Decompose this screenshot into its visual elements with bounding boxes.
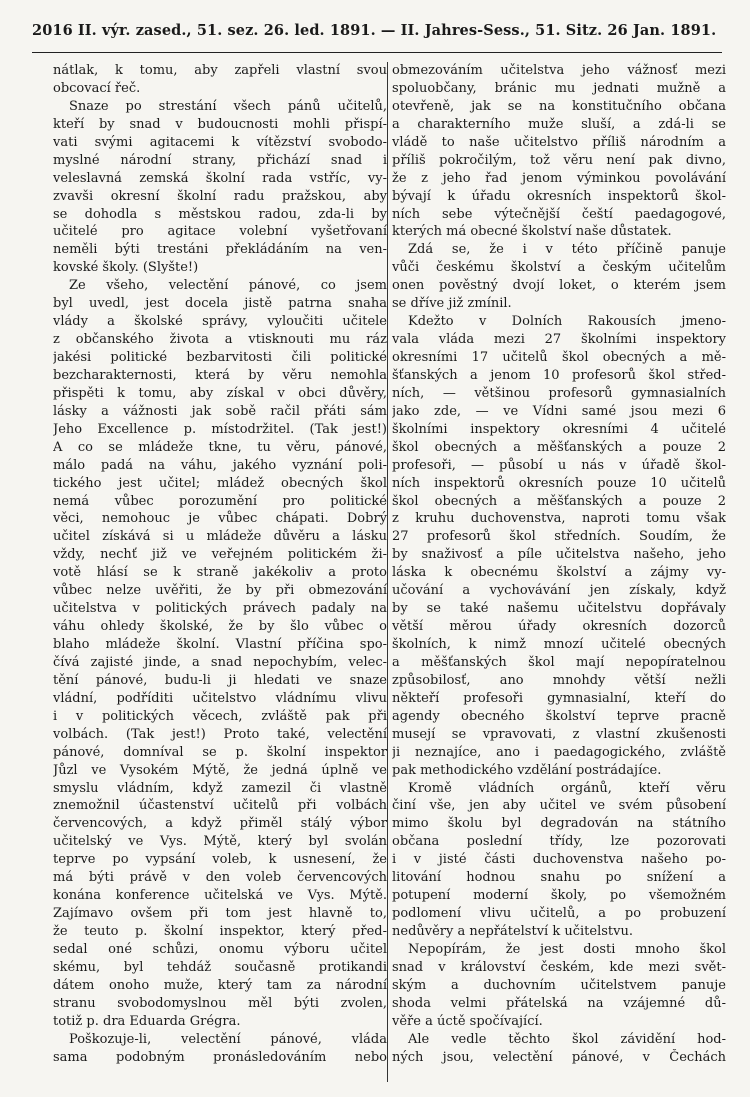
text-line: lásky a vážnosti jak sobě račil přáti sám [53, 403, 387, 419]
text-line: učitelé pro agitace volební vyšetřovaní [53, 224, 387, 240]
text-line: ji neznajíce, ano i paedagogického, zvláště [392, 744, 726, 760]
text-line: profesoři, — působí u nás v úřadě škol- [392, 457, 726, 473]
text-line: učitelský ve Vys. Mýtě, který byl svolán [53, 834, 387, 850]
text-line: totiž p. dra Eduarda Grégra. [53, 1013, 241, 1029]
text-line: spoluobčany, bránic mu jednati mužně a [392, 80, 726, 96]
text-line: někteří profesoři gymnasialní, kteří do [392, 690, 726, 706]
text-line: občana poslední třídy, lze pozorovati [392, 834, 726, 850]
text-line: i v politických věcech, zvláště pak při [53, 708, 387, 724]
text-line: láska k obecnému školství a zájmy vy- [392, 565, 726, 581]
right-column [392, 62, 726, 1067]
text-line: snad v království českém, kde mezi svět- [392, 959, 726, 975]
text-line: a charakterního muže sluší, a zdá-li se [392, 116, 726, 132]
text-line: a měšťanských škol mají nepopíratelnou [392, 654, 726, 670]
text-line: že teuto p. školní inspektor, který před- [53, 924, 387, 939]
text-line: A co se mládeže tkne, tu věru, pánové, [53, 439, 387, 455]
column-divider [387, 62, 388, 1082]
text-line: učitelstva v politických právech padaly na [53, 601, 387, 617]
text-line: se dříve již zmínil. [392, 296, 512, 312]
text-line: čívá zajisté jinde, a snad nepochybím, velec- [53, 654, 387, 670]
text-line: z kruhu duchovenstva, naproti tomu však [392, 511, 726, 527]
text-line: vati svými agitacemi k vítězství svobodo- [53, 134, 387, 150]
text-line: učitel získává si u mládeže důvěru a lásku [53, 529, 387, 545]
text-line: volbách. (Tak jest!) Proto také, velectění [53, 726, 387, 742]
text-line: potupení moderní školy, po všemožném [392, 888, 726, 904]
text-line: myslné národní strany, přichází snad i [53, 152, 387, 168]
text-line: se dohodla s městskou radou, zda-li by [53, 206, 387, 222]
text-line: teprve po vypsání voleb, k usnesení, že [53, 852, 387, 868]
text-line: konána konference učitelská ve Vys. Mýtě. [53, 888, 387, 904]
text-line: by snaživosť a píle učitelstva našeho, jeho [392, 547, 726, 563]
text-line: tění pánové, budu-li ji hledati ve snaze [53, 672, 387, 688]
text-line: zvavši okresní školní radu pražskou, aby [53, 188, 387, 204]
text-line: ních, — většinou profesorů gymnasialních [392, 385, 726, 401]
text-line: stranu svobodomyslnou měl býti zvolen, [53, 995, 387, 1011]
text-line: Ze všeho, velectění pánové, co jsem [69, 278, 387, 294]
text-line: vůbec nelze uvěřiti, že by při obmezování [53, 583, 387, 599]
text-line: Poškozuje-li, velectění pánové, vláda [69, 1031, 387, 1047]
text-line: váhu ohledy školské, že by šlo vůbec o [53, 619, 387, 635]
text-line: kteří by snad v budoucnosti mohli přispí- [53, 116, 387, 132]
text-line: 27 profesorů škol středních. Soudím, že [392, 529, 726, 545]
text-line: přispěti k tomu, aby získal v obci důvěry, [53, 385, 387, 401]
text-line: ních sebe výtečnější čeští paedagogové, [392, 206, 726, 222]
text-line: vala vláda mezi 27 školními inspektory [392, 332, 726, 348]
text-line: škol obecných a měšťanských a pouze 2 [392, 439, 726, 455]
text-line: Snaze po strestání všech pánů učitelů, [69, 98, 387, 114]
text-line: Ale vedle těchto škol závidění hod- [408, 1031, 726, 1047]
text-line: smyslu vládním, když zamezil či vlastně [53, 780, 387, 796]
text-line: vůči českému školství a českým učitelům [392, 260, 726, 276]
text-line: veleslavná zemská školní rada vstříc, vy- [53, 170, 387, 186]
text-line: že z jeho řad jenom výminkou povolávání [392, 170, 726, 186]
text-line: blaho mládeže školní. Vlastní příčina spo- [53, 637, 387, 652]
text-line: věci, nemohouc je vůbec chápati. Dobrý [53, 511, 387, 527]
text-line: z občanského života a vtisknouti mu ráz [53, 332, 387, 348]
text-line: málo padá na váhu, jakého vyznání poli- [53, 457, 387, 473]
left-column [53, 62, 387, 1067]
text-line: podlomení vlivu učitelů, a po probuzení [392, 906, 726, 922]
text-line: nátlak, k tomu, aby zapřeli vlastní svou [53, 63, 387, 78]
text-line: dátem onoho muže, který tam za národní [53, 977, 387, 993]
text-line: znemožnil účastenství učitelů při volbách [53, 798, 387, 814]
text-line: pak methodického vzdělání postrádajíce. [392, 762, 662, 778]
text-line: školních, k nimž mnozí učitelé obecných [392, 637, 726, 652]
text-line: okresními 17 učitelů škol obecných a mě- [392, 350, 726, 365]
text-line: škol obecných a měšťanských a pouze 2 [392, 493, 726, 509]
text-line: tického jest učitel; mládež obecných škol [53, 475, 387, 491]
text-line: otevřeně, jak se na konstitučního občana [392, 98, 726, 114]
text-line: ných jsou, velectění pánové, v Čechách [392, 1049, 726, 1065]
text-line: Zdá se, že i v této příčině panuje [408, 242, 726, 258]
text-line: ních inspektorů okresních pouze 10 učitelů [392, 475, 726, 491]
text-line: Jeho Excellence p. místodržitel. (Tak jest!) [53, 421, 387, 437]
text-line: školními inspektory okresními 4 učitelé [392, 421, 726, 437]
text-line: vlády a školské správy, vyloučiti učitele [53, 314, 387, 330]
text-line: kterých má obecné školství naše důstatek. [392, 224, 672, 240]
text-line: mimo školu byl degradován na státního [392, 816, 726, 832]
text-line: shoda velmi přátelská na vzájemné dů- [392, 995, 726, 1011]
text-line: příliš pokročilým, tož věru není pak divno, [392, 152, 726, 168]
text-line: učování a vychovávání jen získaly, když [392, 583, 726, 599]
text-line: onen pověstný dvojí loket, o kterém jsem [392, 278, 726, 294]
text-line: věře a úctě spočívající. [392, 1013, 543, 1029]
text-line: nedůvěry a nepřátelství k učitelstvu. [392, 924, 633, 939]
text-line: šťanských a jenom 10 profesorů škol střed- [392, 367, 726, 383]
text-line: i v jisté části duchovenstva našeho po- [392, 852, 726, 868]
text-line: má býti právě v den voleb červencových [53, 870, 387, 886]
text-line: činí vše, jen aby učitel ve svém působení [392, 798, 726, 814]
text-line: musejí se vpravovati, z vlastní zkušenosti [392, 726, 726, 742]
text-line: bývají k úřadu okresních inspektorů škol- [392, 188, 726, 204]
text-line: Kromě vládních orgánů, kteří věru [408, 780, 726, 796]
text-line: neměli býti trestáni překládáním na ven- [53, 242, 387, 258]
text-line: votě hlásí se k straně jakékoliv a proto [53, 565, 387, 581]
text-line: způsobilosť, ano mnohdy větší nežli [392, 672, 726, 688]
text-line: vládě to naše učitelstvo příliš národním a [392, 134, 726, 150]
header-rule [32, 52, 722, 53]
text-line: větší měrou úřady okresních dozorců [392, 619, 726, 635]
text-line: ským a duchovním učitelstvem panuje [392, 977, 726, 993]
text-line: kovské školy. (Slyšte!) [53, 260, 199, 276]
text-line: obmezováním učitelstva jeho vážnosť mezi [392, 63, 726, 78]
page-header: 2016 II. výr. zased., 51. sez. 26. led. 1891. — II. Jahres-Sess., 51. Sitz. 26 Jan. 1891. [32, 22, 717, 39]
text-line: agendy obecného školství teprve pracně [392, 708, 726, 724]
text-line: vždy, nechť již ve veřejném politickém ži- [53, 547, 387, 563]
text-line: jako zde, — ve Vídni samé jsou mezi 6 [392, 403, 726, 419]
text-line: sama podobným pronásledováním nebo [53, 1049, 387, 1065]
text-line: nemá vůbec porozumění pro politické [53, 493, 387, 509]
text-line: litování hodnou snahu po snížení a [392, 870, 726, 886]
text-line: sedal oné schůzi, onomu výboru učitel [53, 941, 387, 957]
text-line: bezcharakternosti, která by věru nemohla [53, 367, 387, 383]
text-line: skému, byl tehdáž současně protikandi [53, 959, 387, 975]
text-line: Nepopírám, že jest dosti mnoho škol [408, 941, 726, 957]
text-line: Kdežto v Dolních Rakousích jmeno- [408, 314, 726, 330]
text-line: by se také našemu učitelstvu dopřávaly [392, 601, 726, 617]
text-line: pánové, domníval se p. školní inspektor [53, 744, 387, 760]
text-line: obcovací řeč. [53, 80, 141, 96]
text-line: byl uvedl, jest docela jistě patrna snaha [53, 296, 387, 312]
text-line: Jůzl ve Vysokém Mýtě, že jedná úplně ve [53, 762, 387, 778]
text-line: červencových, a když přiměl stálý výbor [53, 816, 387, 832]
text-line: vládní, podříditi učitelstvo vládnímu vlivu [53, 690, 387, 706]
text-line: Zajímavo ovšem při tom jest hlavně to, [53, 906, 387, 922]
text-line: jakési politické bezbarvitosti čili politické [53, 350, 387, 365]
